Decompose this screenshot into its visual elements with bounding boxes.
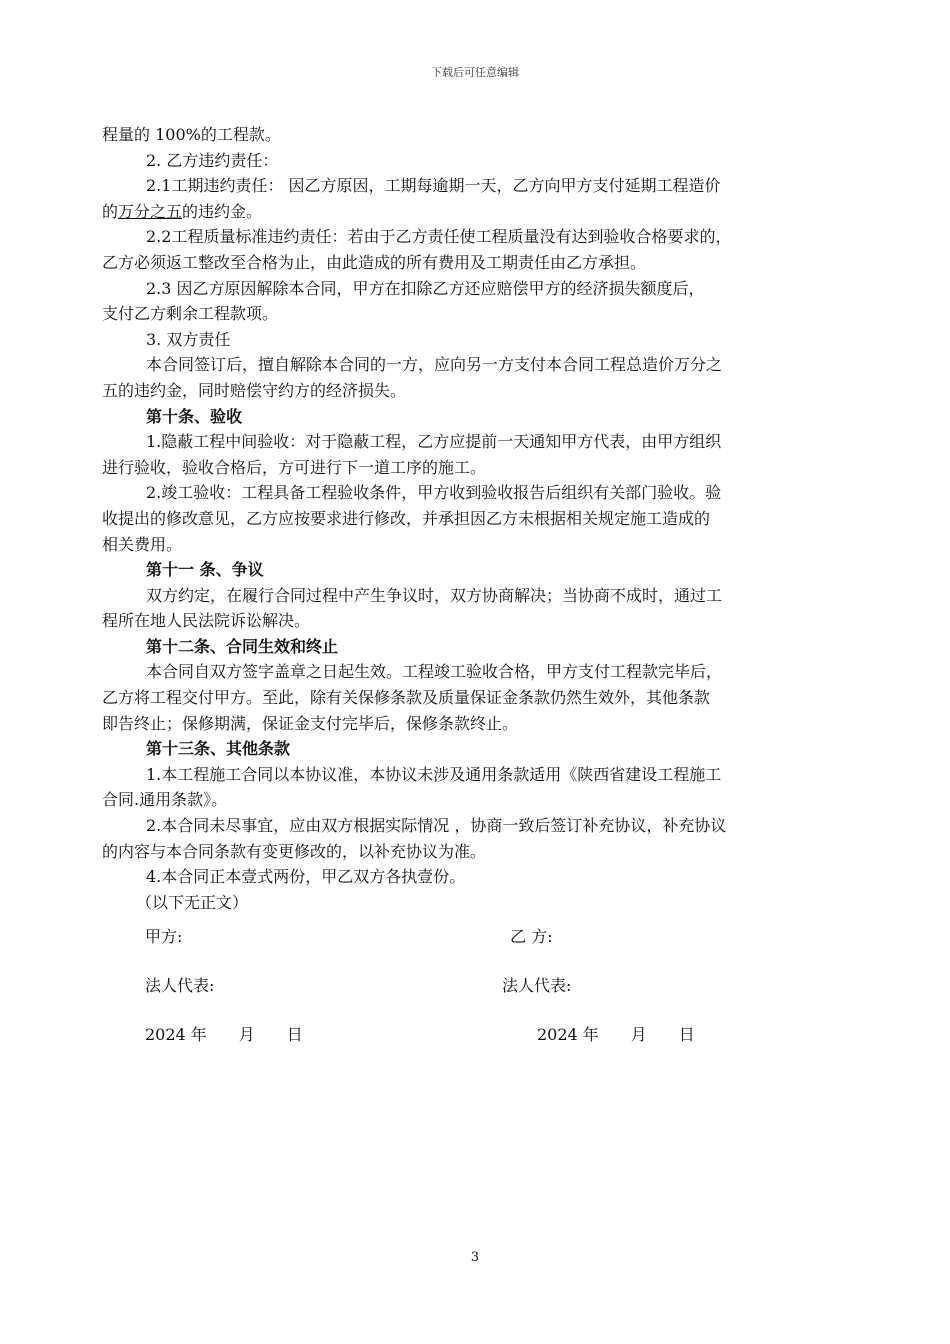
text-fragment: 的违约金。 [182,201,263,221]
text-line: 双方约定，在履行合同过程中产生争议时，双方协商解决；当协商不成时，通过工 [146,585,723,605]
text-line: 收提出的修改意见，乙方应按要求进行修改，并承担因乙方未根据相关规定施工造成的 [102,508,711,528]
text-line: 程所在地人民法院诉讼解决。 [102,611,311,631]
text-line: 进行验收，验收合格后，方可进行下一道工序的施工。 [102,457,487,477]
clause-heading-party-b-liability: 2. 乙方违约责任： [146,150,279,170]
party-b-representative-label: 法人代表: [502,976,572,995]
text-line: 2.1工期违约责任： 因乙方原因，工期每逾期一天，乙方向甲方支付延期工程造价 [146,176,721,196]
text-line: 相关费用。 [102,534,183,554]
end-of-text-note: （以下无正文） [136,892,249,912]
clause-heading-mutual-liability: 3. 双方责任 [146,329,231,349]
party-a-label: 甲方: [145,927,183,946]
page-header-note: 下载后可任意编辑 [431,66,519,79]
text-line: 即告终止；保修期满，保证金支付完毕后，保修条款终止。 [102,713,519,733]
text-line: 程量的 100%的工程款。 [102,125,281,144]
text-line: 合同.通用条款》。 [102,790,228,810]
party-a-date: 2024 年 月 日 [145,1025,303,1044]
text-line: 的内容与本合同条款有变更修改的，以补充协议为准。 [102,841,487,861]
text-line: 2.2工程质量标准违约责任：若由于乙方责任使工程质量没有达到验收合格要求的， [146,227,732,247]
section-heading-11: 第十一 条、争议 [146,560,264,580]
text-line: 乙方将工程交付甲方。至此，除有关保修条款及质量保证金条款仍然生效外，其他条款 [102,688,711,708]
text-line: 2.3 因乙方原因解除本合同，甲方在扣除乙方还应赔偿甲方的经济损失额度后， [146,278,705,298]
text-line: 1.本工程施工合同以本协议准，本协议未涉及通用条款适用《陕西省建设工程施工 [146,764,722,784]
party-b-label: 乙 方: [510,927,553,946]
contract-body [102,122,850,915]
page-number: 3 [470,1250,480,1265]
text-line: 本合同自双方签字盖章之日起生效。工程竣工验收合格，甲方支付工程款完毕后， [146,662,723,682]
text-line: 支付乙方剩余工程款项。 [102,304,279,324]
text-line: 4.本合同正本壹式两份，甲乙双方各执壹份。 [146,867,466,887]
text-line: 2.本合同未尽事宜，应由双方根据实际情况 ，协商一致后签订补充协议，补充协议 [146,816,727,836]
text-line: 本合同签订后，擅自解除本合同的一方，应向另一方支付本合同工程总造价万分之 [146,355,723,375]
party-a-representative-label: 法人代表: [145,976,215,995]
section-heading-12: 第十二条、合同生效和终止 [146,636,339,656]
text-line: 乙方必须返工整改至合格为止，由此造成的所有费用及工期责任由乙方承担。 [102,252,647,272]
party-b-date: 2024 年 月 日 [537,1025,695,1044]
text-line [102,199,850,225]
text-line: 五的违约金，同时赔偿守约方的经济损失。 [102,380,407,400]
text-fragment: 的 [102,201,119,221]
section-heading-13: 第十三条、其他条款 [146,739,291,759]
text-line: 2.竣工验收：工程具备工程验收条件，甲方收到验收报告后组织有关部门验收。验 [146,483,722,503]
underlined-amount: 万分之五 [118,201,183,221]
section-heading-10: 第十条、验收 [146,406,243,426]
text-line: 1.隐蔽工程中间验收：对于隐蔽工程，乙方应提前一天通知甲方代表，由甲方组织 [146,432,722,452]
